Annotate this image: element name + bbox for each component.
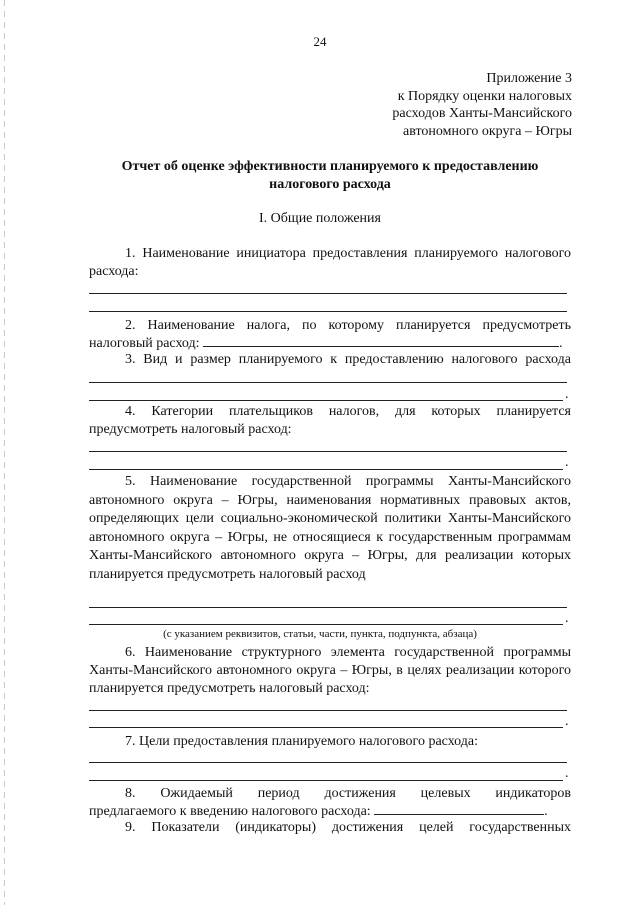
fill-line bbox=[89, 762, 567, 763]
period: . bbox=[565, 387, 569, 402]
scan-edge-artifact bbox=[4, 0, 5, 905]
section-heading: I. Общие положения bbox=[259, 211, 381, 226]
item-9-text: 9. Показатели (индикаторы) достижения целей государственных bbox=[125, 820, 571, 835]
item-8-label: предлагаемого к введению налогового расхода: bbox=[89, 804, 371, 819]
appendix-line: автономного округа – Югры bbox=[403, 123, 572, 139]
item-2-continuation bbox=[89, 334, 571, 353]
title-line: налогового расхода bbox=[269, 177, 391, 192]
appendix-line: Приложение 3 bbox=[486, 71, 572, 86]
appendix-block bbox=[392, 70, 572, 140]
document-title bbox=[90, 158, 570, 194]
period: . bbox=[565, 611, 569, 626]
item-5-note: (с указанием реквизитов, статьи, части, пункта, подпункта, абзаца) bbox=[163, 628, 477, 640]
fill-line bbox=[89, 293, 567, 294]
item-2-label: налоговый расход: bbox=[89, 336, 200, 351]
fill-line bbox=[89, 624, 563, 625]
fill-line bbox=[89, 727, 563, 728]
item-6-text: 6. Наименование структурного элемента государственной программы Ханты-Мансийского автономного округа – Югры, в целях реализации которого планируется предусмотреть налоговый расход: bbox=[89, 645, 571, 696]
page-number: 24 bbox=[313, 34, 327, 49]
item-3-text: 3. Вид и размер планируемого к предоставлению налогового расхода bbox=[125, 352, 571, 367]
fill-line bbox=[89, 400, 563, 401]
item-2-text: 2. Наименование налога, по которому планируется предусмотреть bbox=[125, 318, 571, 333]
fill-line bbox=[89, 311, 567, 312]
period: . bbox=[544, 804, 548, 819]
fill-line bbox=[89, 710, 567, 711]
period: . bbox=[565, 766, 569, 781]
fill-line bbox=[89, 607, 567, 608]
fill-line bbox=[89, 469, 563, 470]
period: . bbox=[565, 455, 569, 470]
item-4-text: 4. Категории плательщиков налогов, для которых планируется предусмотреть налоговый расход: bbox=[89, 404, 571, 437]
appendix-line: расходов Ханты-Мансийского bbox=[392, 106, 572, 121]
fill-line bbox=[89, 780, 563, 781]
item-5-text: 5. Наименование государственной программы Ханты-Мансийского автономного округа – Югры, наименования нормативных правовых актов, определяющих цели социально-экономической политики Ханты-Мансийского автономного округа – Югры, не относящиеся к государственным программам Ханты-Мансийского автономного округа – Югры, для реализации которых планируется предусмотреть налоговый расход bbox=[89, 474, 571, 582]
appendix-line: к Порядку оценки налоговых bbox=[397, 88, 572, 104]
period: . bbox=[565, 714, 569, 729]
inline-fill-line bbox=[374, 802, 544, 815]
item-8-text: 8. Ожидаемый период достижения целевых индикаторов bbox=[125, 786, 571, 801]
item-8-continuation bbox=[89, 802, 571, 821]
item-1-text: 1. Наименование инициатора предоставления планируемого налогового расхода: bbox=[89, 246, 571, 279]
period: . bbox=[559, 336, 563, 351]
item-7-text: 7. Цели предоставления планируемого налогового расхода: bbox=[125, 734, 478, 749]
fill-line bbox=[89, 382, 567, 383]
title-line: Отчет об оценке эффективности планируемого к предоставлению bbox=[121, 159, 539, 174]
inline-fill-line bbox=[203, 334, 559, 347]
fill-line bbox=[89, 451, 567, 452]
